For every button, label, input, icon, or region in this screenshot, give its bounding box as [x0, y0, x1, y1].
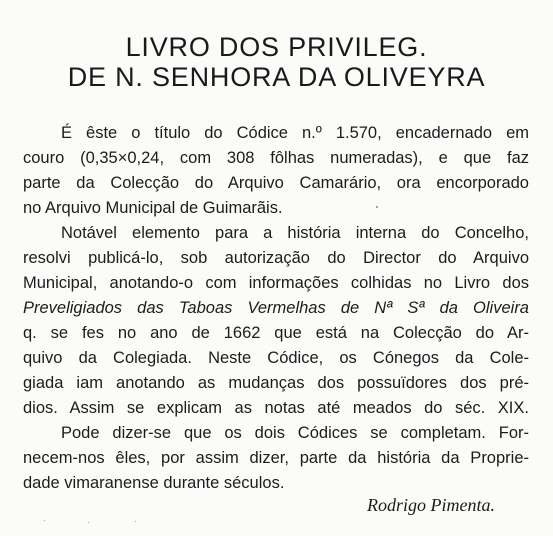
body-line: quivo da Colegiada. Neste Códice, os Cónegos da Cole- [23, 349, 529, 367]
scan-speck [135, 521, 136, 522]
title-line-2: DE N. SENHORA DA OLIVEYRA [67, 62, 486, 92]
body-line: dios. Assim se explicam as notas até meados do séc. XIX. [23, 399, 529, 417]
scan-speck [88, 522, 89, 523]
signature: Rodrigo Pimenta. [367, 495, 495, 515]
body-line: dade vimaranense durante séculos. [23, 474, 285, 492]
body-line: É êste o título do Códice n.º 1.570, encadernado em [61, 124, 529, 142]
scan-speck [376, 206, 378, 208]
title-line-1: LIVRO DOS PRIVILEG. [125, 32, 428, 62]
body-line: q. se fes no ano de 1662 que está na Colecção do Ar- [23, 324, 529, 342]
body-line: Municipal, anotando-o com informações colhidas no Livro dos [23, 274, 529, 292]
body-line: Pode dizer-se que os dois Códices se completam. For- [61, 424, 529, 442]
body-line: giada iam anotando as mudanças dos possuïdores dos pré- [23, 374, 529, 392]
body-line: no Arquivo Municipal de Guimarãis. [23, 199, 283, 217]
body-line: resolvi publicá-lo, sob autorização do Director do Arquivo [23, 249, 529, 267]
body-line: Notável elemento para a história interna do Concelho, [61, 224, 529, 242]
body-line: couro (0,35×0,24, com 308 fôlhas numeradas), e que faz [23, 149, 529, 167]
body-line: parte da Colecção do Arquivo Camarário, ora encorporado [23, 174, 529, 192]
scan-speck [44, 520, 45, 521]
body-line: necem-nos êles, por assim dizer, parte da história da Proprie- [23, 449, 529, 467]
body-line: Preveligiados das Taboas Vermelhas de Nª Sª da Oliveira [23, 299, 529, 317]
